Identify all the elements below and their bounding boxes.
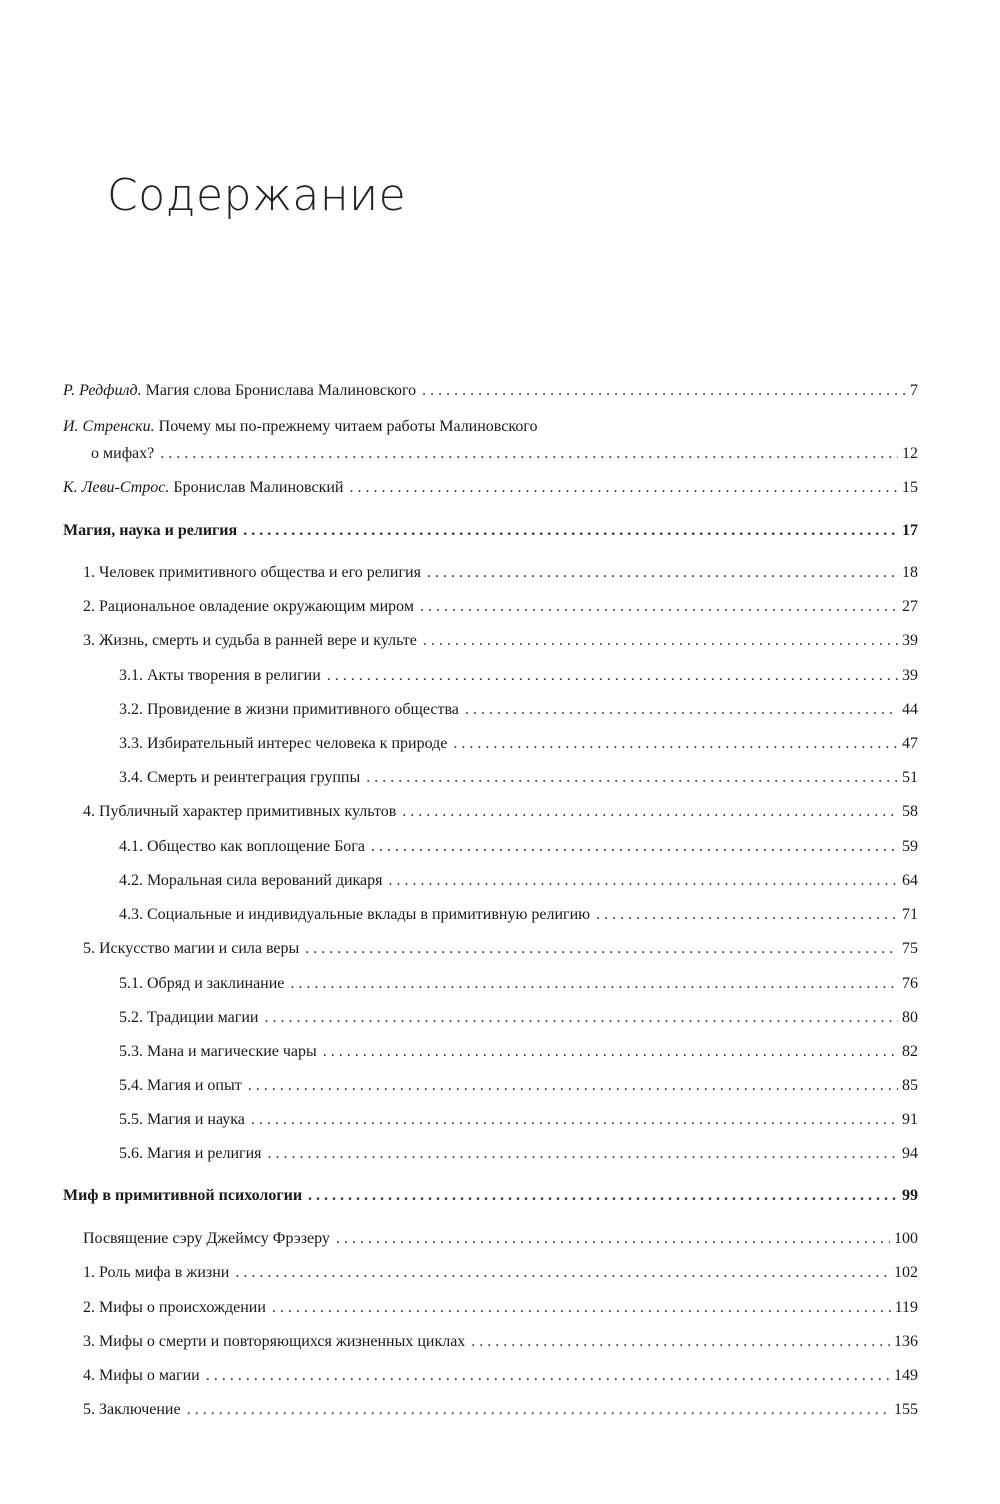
toc-entry-page: 75 [902, 940, 918, 957]
toc-entry[interactable] [83, 632, 918, 650]
toc-part-page: 99 [902, 1187, 918, 1204]
dot-leader [248, 1077, 898, 1095]
toc-entry-page: 15 [902, 479, 918, 496]
toc-entry-title: 3. Мифы о смерти и повторяющихся жизненных циклах [83, 1333, 466, 1350]
toc-entry-redfield[interactable] [63, 382, 918, 400]
toc-entry-title: 4. Публичный характер примитивных культов [83, 803, 397, 820]
toc-entry-page: 85 [902, 1077, 918, 1094]
toc-entry-page: 39 [902, 667, 918, 684]
toc-entry-title: 1. Роль мифа в жизни [83, 1264, 230, 1281]
toc-part-magic-science-religion[interactable] [63, 522, 918, 540]
dot-leader [422, 382, 906, 400]
dot-leader [423, 632, 898, 650]
toc-subentry[interactable] [119, 1009, 918, 1027]
toc-part-page: 17 [902, 522, 918, 539]
toc-entry-page: 136 [894, 1333, 918, 1350]
toc-subentry[interactable] [119, 701, 918, 719]
toc-subentry[interactable] [119, 975, 918, 993]
dot-leader [308, 1187, 898, 1205]
toc-subentry[interactable] [119, 838, 918, 856]
toc-subentry[interactable] [119, 735, 918, 753]
toc-entry-author: К. Леви-Строс. [63, 479, 170, 496]
toc-entry-title: 4. Мифы о магии [83, 1367, 200, 1384]
dot-leader [349, 479, 898, 497]
dot-leader [243, 522, 898, 540]
toc-subentry[interactable] [119, 1111, 918, 1129]
page-title: Содержание [107, 170, 407, 221]
toc-entry-title: 5.4. Магия и опыт [119, 1077, 242, 1094]
toc-entry-title: 5.1. Обряд и заклинание [119, 975, 285, 992]
dot-leader [366, 769, 898, 787]
dot-leader [336, 1230, 890, 1248]
dot-leader [272, 1299, 891, 1317]
dot-leader [264, 1009, 898, 1027]
toc-entry[interactable] [83, 1367, 918, 1385]
toc-entry-title: Посвящение сэру Джеймсу Фрэзеру [83, 1230, 330, 1247]
toc-entry-title: 1. Человек примитивного общества и его религия [83, 564, 421, 581]
dot-leader [420, 598, 898, 616]
toc-entry-title: 3.1. Акты творения в религии [119, 667, 321, 684]
toc-entry-title-cont: о мифах? [91, 445, 155, 462]
toc-entry-page: 100 [894, 1230, 918, 1247]
toc-entry-page: 47 [902, 735, 918, 752]
toc-entry-page: 18 [902, 564, 918, 581]
dot-leader [305, 940, 898, 958]
dot-leader [402, 803, 898, 821]
dot-leader [453, 735, 898, 753]
toc-subentry[interactable] [119, 1145, 918, 1163]
dot-leader [251, 1111, 898, 1129]
toc-entry-title: 5.2. Традиции магии [119, 1009, 259, 1026]
toc-entry-page: 119 [894, 1299, 918, 1316]
toc-entry-page: 64 [902, 872, 918, 889]
toc-entry-author: И. Стренски. [63, 418, 155, 435]
toc-entry-title: Бронислав Малиновский [173, 479, 344, 496]
toc-entry-page: 94 [902, 1145, 918, 1162]
toc-entry-title: 5. Искусство магии и сила веры [83, 940, 300, 957]
toc-entry-page: 149 [894, 1367, 918, 1384]
toc-subentry[interactable] [119, 1077, 918, 1095]
toc-entry[interactable] [83, 940, 918, 958]
toc-entry-title: 2. Рациональное овладение окружающим миром [83, 598, 414, 615]
toc-entry-page: 71 [902, 906, 918, 923]
toc-entry-levi-strauss[interactable] [63, 479, 918, 497]
toc-entry-page: 12 [902, 445, 918, 462]
toc-entry-page: 58 [902, 803, 918, 820]
dot-leader [471, 1333, 890, 1351]
toc-entry-page: 80 [902, 1009, 918, 1026]
toc-entry[interactable] [83, 1401, 918, 1419]
dot-leader [465, 701, 898, 719]
dot-leader [323, 1043, 898, 1061]
toc-entry[interactable] [83, 1299, 918, 1317]
toc-entry-page: 59 [902, 838, 918, 855]
toc-entry-title: 4.3. Социальные и индивидуальные вклады в примитивную религию [119, 906, 591, 923]
dot-leader [160, 445, 898, 463]
dot-leader [427, 564, 898, 582]
toc-entry-page: 51 [902, 769, 918, 786]
toc-entry-page: 7 [910, 382, 918, 399]
toc-entry[interactable] [83, 1333, 918, 1351]
toc-entry-title: 5.6. Магия и религия [119, 1145, 262, 1162]
toc-subentry[interactable] [119, 769, 918, 787]
toc-entry-strenski-line1[interactable] [63, 418, 538, 436]
toc-entry-page: 76 [902, 975, 918, 992]
dot-leader [371, 838, 898, 856]
toc-entry-page: 102 [894, 1264, 918, 1281]
toc-entry[interactable] [83, 598, 918, 616]
toc-subentry[interactable] [119, 667, 918, 685]
toc-entry-title: 3.4. Смерть и реинтеграция группы [119, 769, 361, 786]
toc-entry-page: 82 [902, 1043, 918, 1060]
toc-entry[interactable] [83, 803, 918, 821]
toc-entry-page: 155 [894, 1401, 918, 1418]
toc-entry-title: 4.1. Общество как воплощение Бога [119, 838, 365, 855]
toc-entry-title: 3.2. Провидение в жизни примитивного общества [119, 701, 459, 718]
toc-entry-title: 3.3. Избирательный интерес человека к природе [119, 735, 448, 752]
toc-part-myth[interactable] [63, 1187, 918, 1205]
toc-entry-page: 44 [902, 701, 918, 718]
dot-leader [268, 1145, 898, 1163]
toc-entry-title: 5.5. Магия и наука [119, 1111, 245, 1128]
dot-leader [596, 906, 898, 924]
toc-subentry[interactable] [119, 1043, 918, 1061]
toc-entry-title: Магия слова Бронислава Малиновского [145, 382, 417, 399]
toc-entry-page: 27 [902, 598, 918, 615]
toc-entry-page: 39 [902, 632, 918, 649]
toc-entry-title: 5. Заключение [83, 1401, 181, 1418]
toc-entry-title: 3. Жизнь, смерть и судьба в ранней вере и культе [83, 632, 417, 649]
toc-subentry[interactable] [119, 872, 918, 890]
dot-leader [206, 1367, 890, 1385]
dot-leader [235, 1264, 890, 1282]
toc-part-title: Миф в примитивной психологии [63, 1187, 303, 1204]
toc-entry-strenski[interactable] [91, 445, 918, 463]
dot-leader [389, 872, 898, 890]
toc-entry-title: 2. Мифы о происхождении [83, 1299, 266, 1316]
toc-subentry[interactable] [119, 906, 918, 924]
dot-leader [187, 1401, 890, 1419]
toc-entry-title: 5.3. Мана и магические чары [119, 1043, 317, 1060]
toc-part-title: Магия, наука и религия [63, 522, 238, 539]
toc-entry[interactable] [83, 564, 918, 582]
dot-leader [327, 667, 898, 685]
toc-entry-title: 4.2. Моральная сила верований дикаря [119, 872, 383, 889]
toc-entry[interactable] [83, 1230, 918, 1248]
toc-entry-title: Почему мы по-прежнему читаем работы Малиновского [158, 418, 538, 435]
toc-entry-author: Р. Редфилд. [63, 382, 142, 399]
toc-entry-page: 91 [902, 1111, 918, 1128]
dot-leader [290, 975, 898, 993]
toc-entry[interactable] [83, 1264, 918, 1282]
